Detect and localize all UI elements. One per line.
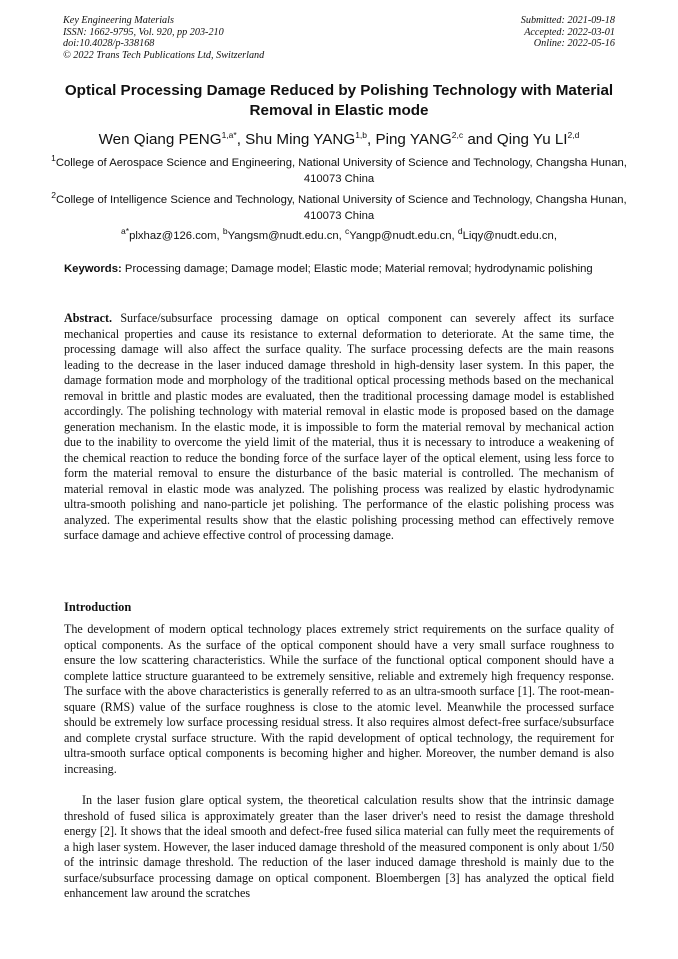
author-affiliation-marker: 2,d xyxy=(567,129,580,140)
author-separator: , xyxy=(236,131,246,148)
author-affiliation-marker: 2,c xyxy=(451,129,464,140)
publication-dates xyxy=(521,15,615,50)
email-address: plxhaz@126.com, xyxy=(129,230,223,242)
author-affiliation-marker: 1,b xyxy=(355,129,368,140)
email-marker: d xyxy=(457,226,463,237)
affiliation-text: College of Intelligence Science and Technology, National University of Science and Technology, Changsha Hunan, 410073 China xyxy=(56,194,627,222)
journal-name: Key Engineering Materials xyxy=(63,15,174,26)
accepted-date: Accepted: 2022-03-01 xyxy=(524,26,615,38)
author-name: Shu Ming YANG xyxy=(245,131,356,148)
email-marker: c xyxy=(344,226,350,237)
abstract-text: Surface/subsurface processing damage on optical component can severely affect its surface mechanical properties and cause its resistance to external deformation to deteriorate. At the same time, the processing damage will also affect the surface quality. The surface processing defects are the main reasons leading to the decrease in the laser induced damage threshold in high-density laser system. In this paper, the damage formation mode and morphology of the traditional optical processing methods based on the mechanical removal in brittle and plastic modes are evaluated, then the traditional processing damage model is established accordingly. The polishing technology with material removal in elastic mode is proposed based on the damage generation mechanism. In the elastic mode, it is impossible to form the material removal by mechanical action due to the inability to overcome the yield limit of the material, thus it is necessary to introduce a weakening of the chemical reaction to reduce the bonding force of the surface layer of the optical element, using less force to form the material removal to ensure the disturbance of the basic material is controlled. The mechanism of material removal in elastic mode was analyzed. The polishing process was realized by elastic hydrodynamic ultra-smooth polishing and nano-particle jet polishing. The performance of the elastic polishing process was analyzed. The experimental results show that the elastic polishing processing method can effectively remove surface damage and achieve effective control of processing damage. xyxy=(64,311,614,542)
journal-info xyxy=(63,15,264,61)
online-date: Online: 2022-05-16 xyxy=(533,38,615,50)
email-list xyxy=(40,226,638,244)
author-separator: , xyxy=(367,131,376,148)
author-name: Wen Qiang PENG xyxy=(98,131,222,148)
abstract xyxy=(64,311,614,544)
email-marker: a* xyxy=(121,226,130,237)
email-address: Yangsm@nudt.edu.cn, xyxy=(227,230,345,242)
email-address: Yangp@nudt.edu.cn, xyxy=(349,230,458,242)
author-affiliation-marker: 1,a* xyxy=(221,129,237,140)
email-address: Liqy@nudt.edu.cn, xyxy=(462,230,557,242)
affiliation xyxy=(40,190,638,224)
affiliation xyxy=(40,153,638,187)
section-heading-introduction: Introduction xyxy=(64,600,132,614)
affiliation-text: College of Aerospace Science and Engineering, National University of Science and Technology, Changsha Hunan, 410073 China xyxy=(55,157,627,185)
keywords-label: Keywords: xyxy=(64,263,122,275)
keywords xyxy=(64,262,614,277)
submitted-date: Submitted: 2021-09-18 xyxy=(520,15,615,26)
email-marker: b xyxy=(222,226,228,237)
affiliation-marker: 1 xyxy=(51,153,56,164)
author-name: Ping YANG xyxy=(375,131,452,148)
paper-title: Optical Processing Damage Reduced by Polishing Technology with Material Removal in Elastic mode xyxy=(64,82,614,119)
author-separator: and xyxy=(463,131,497,148)
author-name: Qing Yu LI xyxy=(496,131,568,148)
issn-line: ISSN: 1662-9795, Vol. 920, pp 203-210 xyxy=(63,26,224,38)
doi-line: doi:10.4028/p-338168 xyxy=(63,38,155,50)
body-paragraph: The development of modern optical technology places extremely strict requirements on the surface quality of optical components. As the surface of the optical component should have a very small surface roughness to ensure the low scattering characteristics. While the surface of the functional optical component should have a complete lattice structure guaranteed to be extremely sensitive, reliable and extremely high frequency response. The surface with the above characteristics is generally referred to as an ultra-smooth surface [1]. The root-mean-square (RMS) value of the surface roughness is close to the atomic level. Meanwhile the processed surface should be extremely low surface processing residual stress. It also requires almost defect-free surface/subsurface and complete crystal surface structure. With the rapid development of optical technology, the requirement for ultra-smooth surface optical components is becoming higher and higher. Moreover, the number demand is also increasing. xyxy=(64,622,614,776)
author-list xyxy=(30,130,648,149)
body-paragraph: In the laser fusion glare optical system, the theoretical calculation results show that the intrinsic damage threshold of fused silica is approximately greater than the laser driver's need to resist the damage threshold energy [2]. It shows that the ideal smooth and defect-free fused silica material can fully meet the requirements of a high laser system. However, the laser induced damage threshold of the measured component is only about 1/50 of the intrinsic damage threshold. The reduction of the laser induced damage threshold is mainly due to the surface/subsurface processing damage on optical component. Bloembergen [3] has analyzed the optical field enhancement law around the scratches xyxy=(64,793,614,900)
keywords-text: Processing damage; Damage model; Elastic mode; Material removal; hydrodynamic polishing xyxy=(121,263,593,275)
abstract-label: Abstract. xyxy=(64,311,113,325)
copyright-line: © 2022 Trans Tech Publications Ltd, Switzerland xyxy=(63,49,265,61)
affiliation-marker: 2 xyxy=(51,190,57,201)
